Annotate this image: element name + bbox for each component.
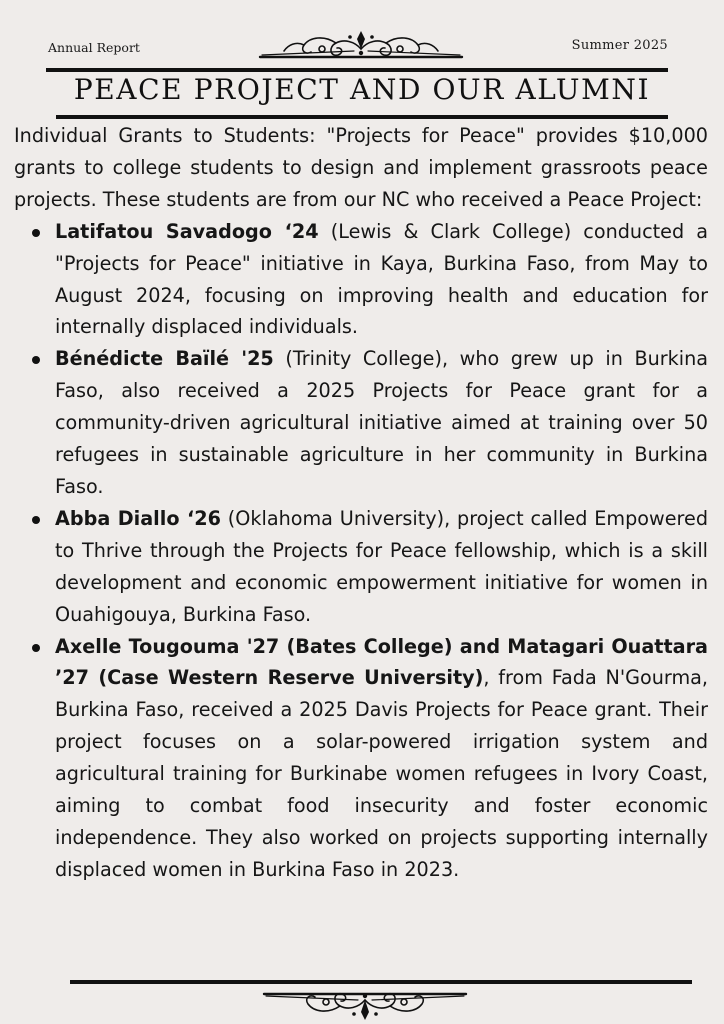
footer-rule bbox=[70, 980, 692, 984]
header-rule-bottom bbox=[56, 115, 668, 119]
recipient-name: Abba Diallo ‘26 bbox=[55, 506, 221, 530]
recipient-name: Axelle Tougouma '27 (Bates College) and Matagari Ouattara ’27 (Case Western Reserve University) bbox=[55, 634, 708, 690]
recipient-name: Latifatou Savadogo ‘24 bbox=[55, 219, 319, 243]
article-body bbox=[14, 120, 708, 886]
recipient-description: (Lewis & Clark College) conducted a "Projects for Peace" initiative in Kaya, Burkina Faso, from May to August 2024, focusing on improving health and education for internally displaced individuals. bbox=[55, 219, 709, 339]
list-item bbox=[14, 631, 708, 886]
recipient-description: , from Fada N'Gourma, Burkina Faso, received a 2025 Davis Projects for Peace grant. Their project focuses on a solar-powered irrigation system and agricultural training for Burkinabe women refugees in Ivory Coast, aiming to combat food insecurity and foster economic independence. They also worked on projects supporting internally displaced women in Burkina Faso in 2023. bbox=[55, 666, 709, 881]
recipient-name: Bénédicte Baïlé '25 bbox=[55, 347, 274, 371]
report-label: Annual Report bbox=[48, 40, 140, 55]
bullet-icon bbox=[32, 644, 40, 652]
flourish-ornament-top bbox=[258, 27, 464, 67]
bullet-icon bbox=[32, 356, 40, 364]
intro-paragraph: Individual Grants to Students: "Projects for Peace" provides $10,000 grants to college students to design and implement grassroots peace projects. These students are from our NC who received a Peace Project: bbox=[14, 124, 708, 211]
grant-recipients-list bbox=[14, 216, 708, 886]
bullet-icon bbox=[32, 516, 40, 524]
header-rule-top bbox=[46, 68, 668, 72]
edition-label: Summer 2025 bbox=[571, 38, 668, 53]
page-title: PEACE PROJECT AND OUR ALUMNI bbox=[73, 73, 651, 106]
recipient-description: (Oklahoma University), project called Empowered to Thrive through the Projects for Peace fellowship, which is a skill development and economic empowerment initiative for women in Ouahigouya, Burkina Faso. bbox=[55, 506, 708, 626]
list-item bbox=[14, 343, 708, 503]
bullet-icon bbox=[32, 229, 40, 237]
list-item bbox=[14, 503, 708, 631]
list-item bbox=[14, 216, 708, 344]
flourish-ornament-bottom bbox=[262, 986, 468, 1024]
recipient-description: (Trinity College), who grew up in Burkina Faso, also received a 2025 Projects for Peace grant for a community-driven agricultural initiative aimed at training over 50 refugees in sustainable agriculture in her community in Burkina Faso. bbox=[55, 347, 709, 498]
